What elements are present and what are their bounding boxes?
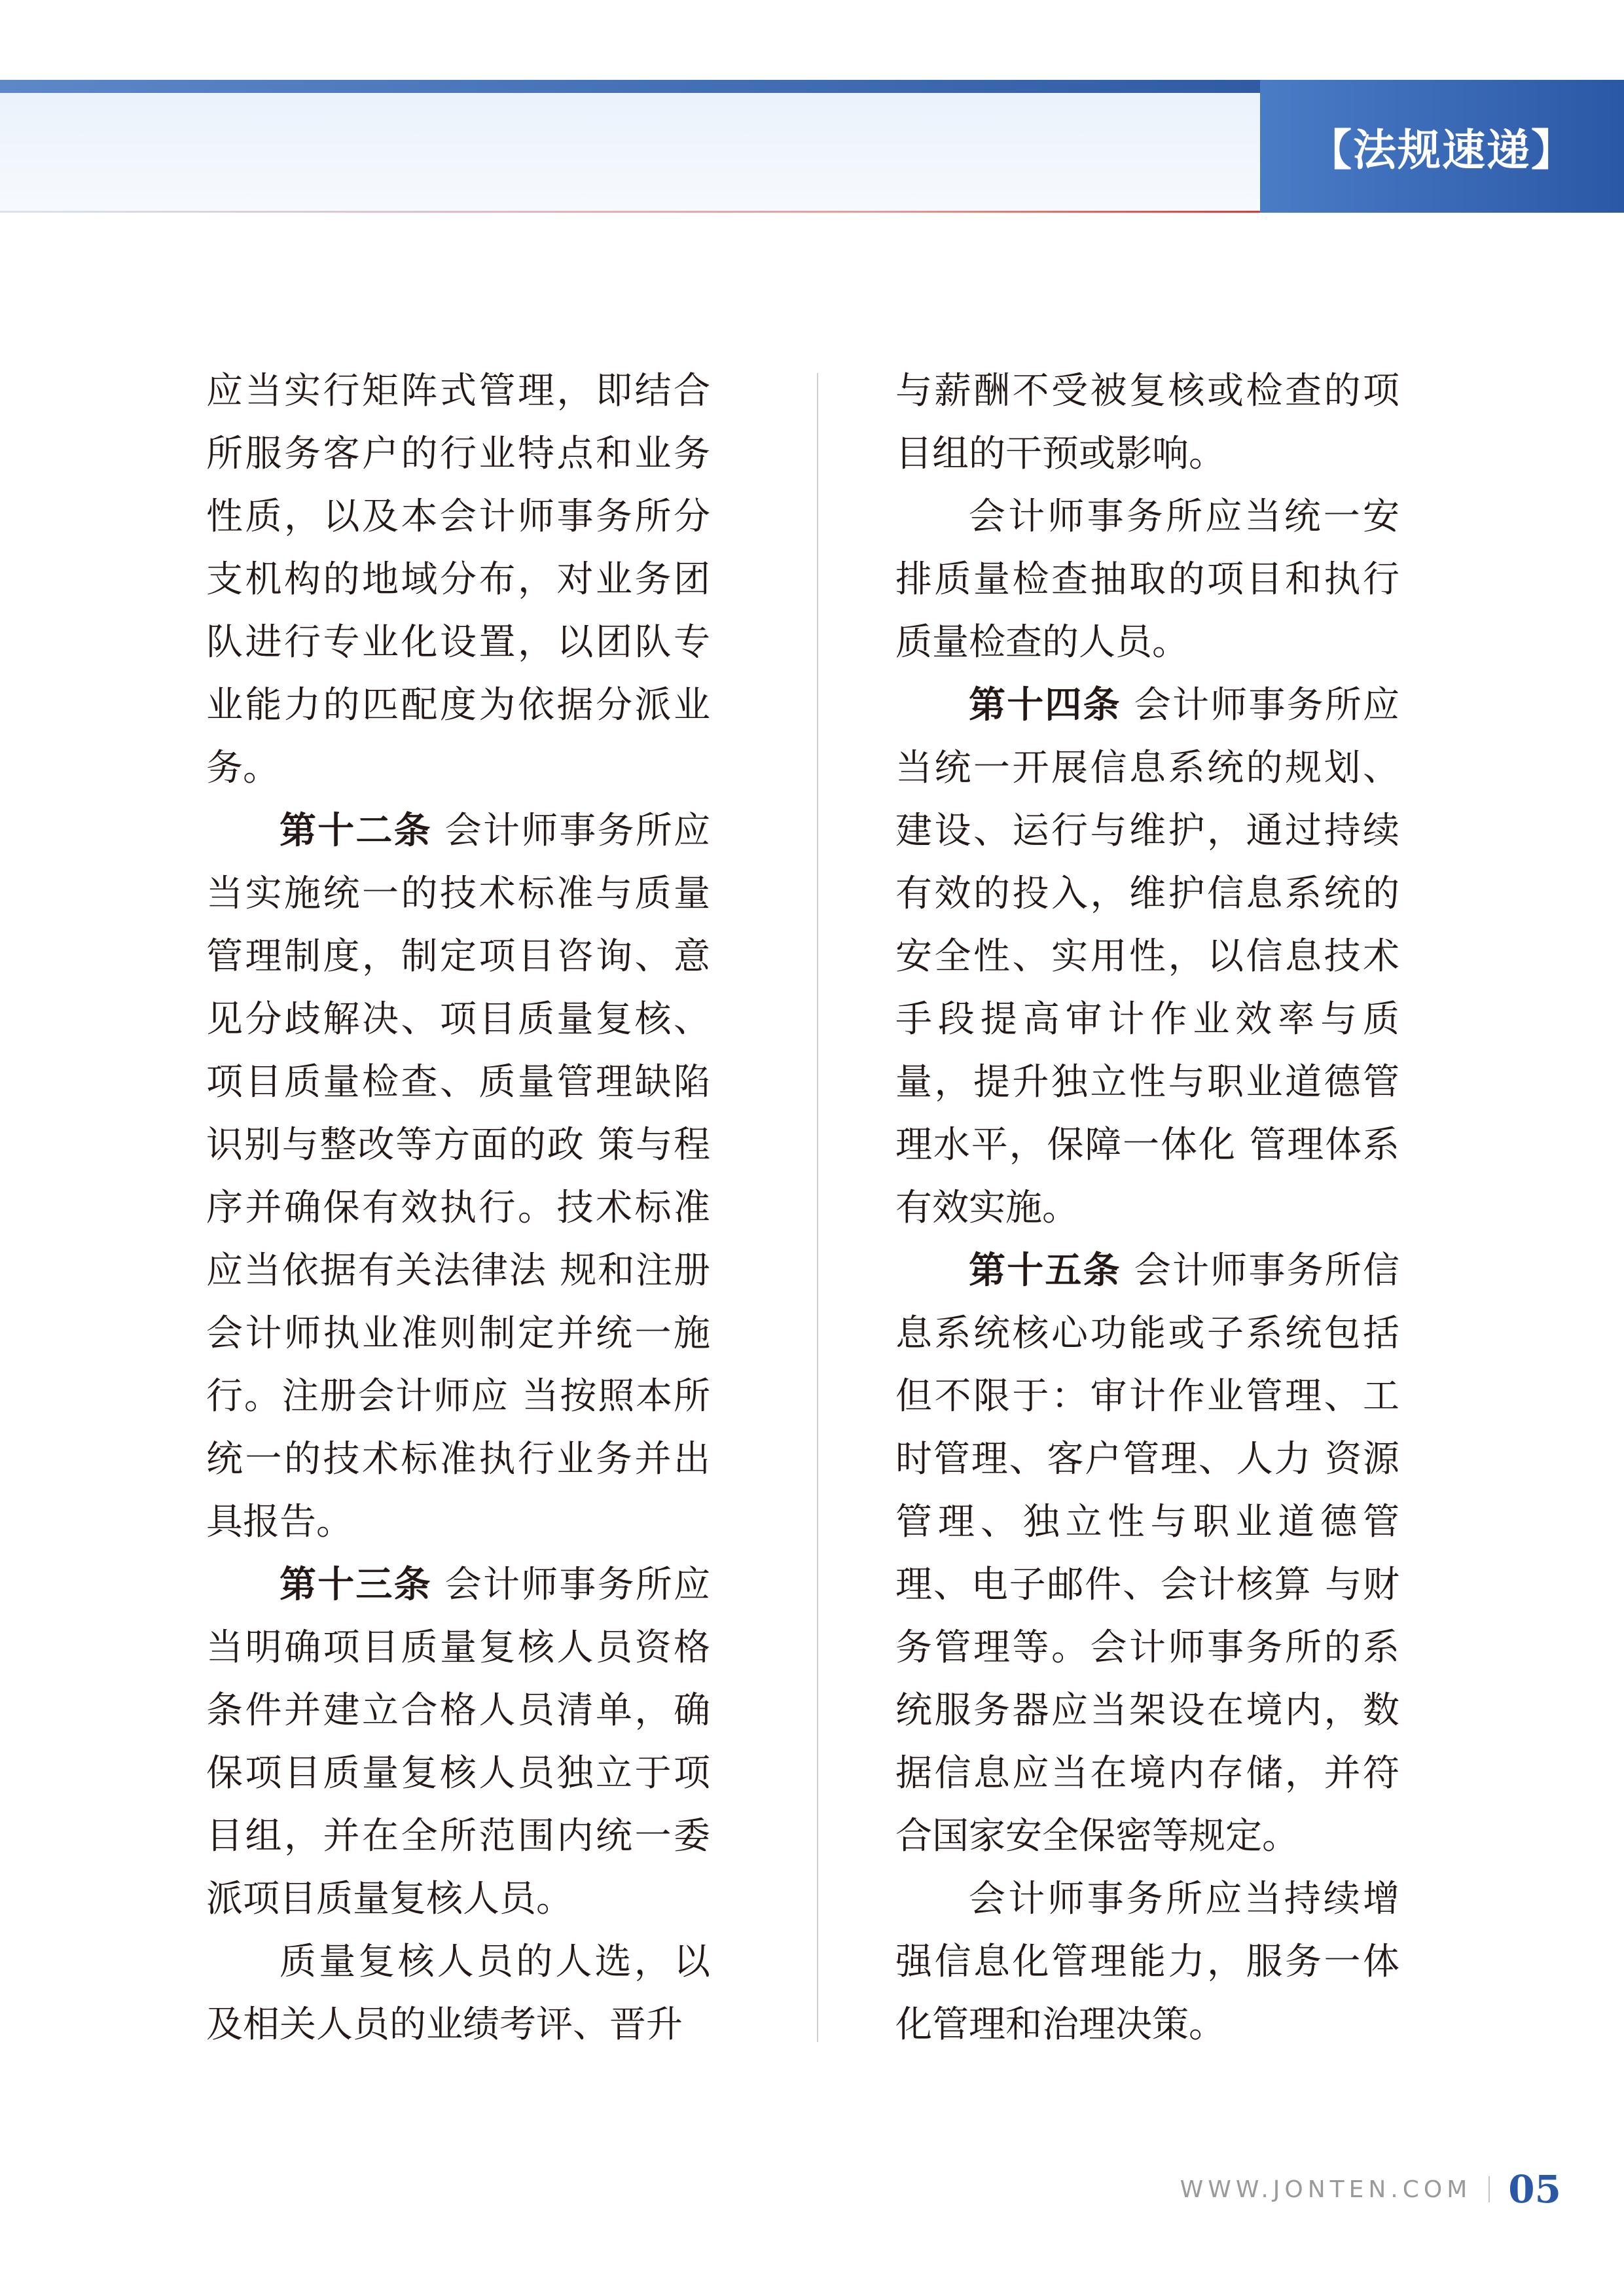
column-divider: [817, 373, 818, 2042]
section-tab: [1260, 80, 1624, 213]
paragraph: 会计师事务所应当统一安排质量检查抽取的项目和执行质量检查的人员。: [895, 495, 1399, 664]
article-14: [895, 674, 1399, 1240]
article-title: 第十二条: [280, 810, 432, 852]
header-top-rule: [0, 80, 1260, 93]
footer-separator: [1489, 2176, 1490, 2202]
article-title: 第十四条: [969, 684, 1121, 726]
right-column: [895, 360, 1399, 2056]
paragraph: 会计师事务所应当持续增强信息化管理能力，服务一体化管理和治理决策。: [895, 1878, 1399, 2046]
paragraph: 质量复核人员的人选，以及相关人员的业绩考评、晋升: [206, 1941, 710, 2046]
article-text: 会计师事务所应当明确项目质量复核人员资格条件并建立合格人员清单，确保项目质量复核人员独立于项目组，并在全所范围内统一委派项目质量复核人员。: [206, 1564, 710, 1920]
paragraph: 应当实行矩阵式管理，即结合所服务客户的行业特点和业务性质，以及本会计师事务所分支机构的地域分布，对业务团队进行专业化设置，以团队专业能力的匹配度为依据分派业务。: [206, 370, 710, 789]
section-label: 【法规速递】: [1308, 124, 1576, 175]
page-number: 05: [1508, 2167, 1561, 2212]
page-footer: [1180, 2163, 1561, 2215]
article-text: 会计师事务所应当实施统一的技术标准与质量管理制度，制定项目咨询、意见分歧解决、项目质量复核、项目质量检查、质量管理缺陷识别与整改等方面的政 策与程序并确保有效执行。技术标准应当依据有关法律法 规和注册会计师执业准则制定并统一施行。注册会计师应 当按照本所统一的技术标准执行业务并出具报告。: [206, 810, 710, 1543]
paragraph: 与薪酬不受被复核或检查的项目组的干预或影响。: [895, 370, 1399, 475]
article-title: 第十五条: [969, 1249, 1121, 1292]
header-band: [0, 80, 1260, 213]
left-column: [206, 360, 710, 2056]
article-title: 第十三条: [280, 1564, 432, 1606]
article-12: [206, 800, 710, 1554]
article-13: [206, 1554, 710, 1931]
website-link[interactable]: WWW.JONTEN.COM: [1180, 2176, 1472, 2203]
article-text: 会计师事务所信息系统核心功能或子系统包括但不限于：审计作业管理、工时管理、客户管理、人力 资源管理、独立性与职业道德管理、电子邮件、会计核算 与财务管理等。会计师事务所的系统服务器应当架设在境内，数据信息应当在境内存储，并符合国家安全保密等规定。: [895, 1249, 1399, 1857]
article-15: [895, 1240, 1399, 1868]
header-bottom-rule: [0, 211, 1260, 213]
article-text: 会计师事务所应当统一开展信息系统的规划、建设、运行与维护，通过持续有效的投入，维护信息系统的安全性、实用性，以信息技术手段提高审计作业效率与质量，提升独立性与职业道德管理水平，保障一体化 管理体系有效实施。: [895, 684, 1399, 1229]
